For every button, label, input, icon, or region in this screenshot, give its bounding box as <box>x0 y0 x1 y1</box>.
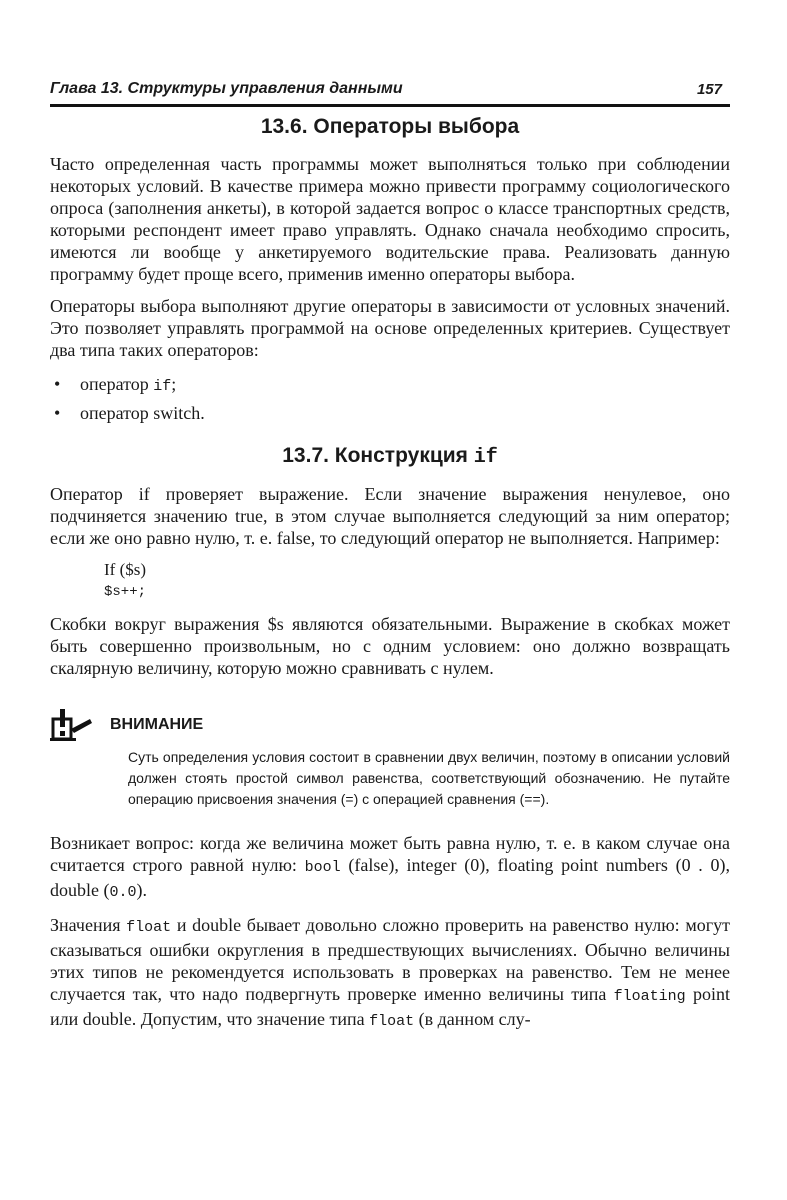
running-header <box>50 70 730 107</box>
code-line: If ($s) <box>104 560 147 579</box>
paragraph: Операторы выбора выполняют другие операторы в зависимости от условных значений. Это позволяет управлять программой на основе определенных критериев. Существует два типа таких операторов: <box>50 296 730 360</box>
section-heading-13-7: 13.7. Конструкция if <box>282 444 498 469</box>
bullet-marker: • <box>54 374 61 394</box>
page-number: 157 <box>696 81 722 98</box>
section-heading-13-6: 13.6. Операторы выбора <box>260 115 520 138</box>
note-title: ВНИМАНИЕ <box>110 716 204 733</box>
operator-list <box>50 371 730 426</box>
code-line: $s++; <box>104 584 147 600</box>
paragraph: Часто определенная часть программы может выполняться только при соблюдении некоторых условий. В качестве примера можно привести программу социологического опроса (заполнения анкеты), в которой задается вопрос о классе транспортных средств, которыми респондент имеет право управлять. Однако сначала необходимо спросить, имеются ли вообще у анкетируемого водительские права. Реализовать данную программу будет проще всего, применив именно операторы выбора. <box>50 154 730 284</box>
paragraph: Оператор if проверяет выражение. Если значение выражения ненулевое, оно подчиняется значению true, в этом случае выполняется следующий за ним оператор; если же оно равно нулю, т. е. false, то следующий оператор не выполняется. Например: <box>50 484 730 548</box>
paragraph: Скобки вокруг выражения $s являются обязательными. Выражение в скобках может быть совершенно произвольным, но с одним условием: оно должно возвращать скалярную величину, которую можно сравнивать с нулем. <box>50 614 730 678</box>
note-header <box>50 707 730 743</box>
paragraph: Значения float и double бывает довольно сложно проверить на равенство нулю: могут сказываться ошибки округления в предшествующих вычислениях. Обычно величины этих типов не рекомендуется использовать в проверках на равенство. Тем не менее случается так, что надо подвергнуть проверке именно величины типа floating point или double. Допустим, что значение типа float (в данном слу- <box>50 915 730 1030</box>
paragraph: Возникает вопрос: когда же величина может быть равна нулю, т. е. в каком случае она считается строго равной нулю: bool (false), integer (0), floating point numbers (0 . 0), double (0.0). <box>50 833 730 901</box>
warning-hand-icon <box>50 707 94 743</box>
list-item: • оператор switch. <box>50 400 730 426</box>
chapter-title: Глава 13. Структуры управления данными <box>50 80 403 97</box>
list-item: • оператор if; <box>50 371 730 400</box>
book-page <box>50 70 730 1043</box>
code-example <box>104 559 730 603</box>
note-body: Суть определения условия состоит в сравнении двух величин, поэтому в описании условий должен стоять простой символ равенства, соответствующий обозначению. Не путайте операцию присвоения значения (=) с операцией сравнения (==). <box>128 749 730 807</box>
bullet-marker: • <box>54 403 61 423</box>
